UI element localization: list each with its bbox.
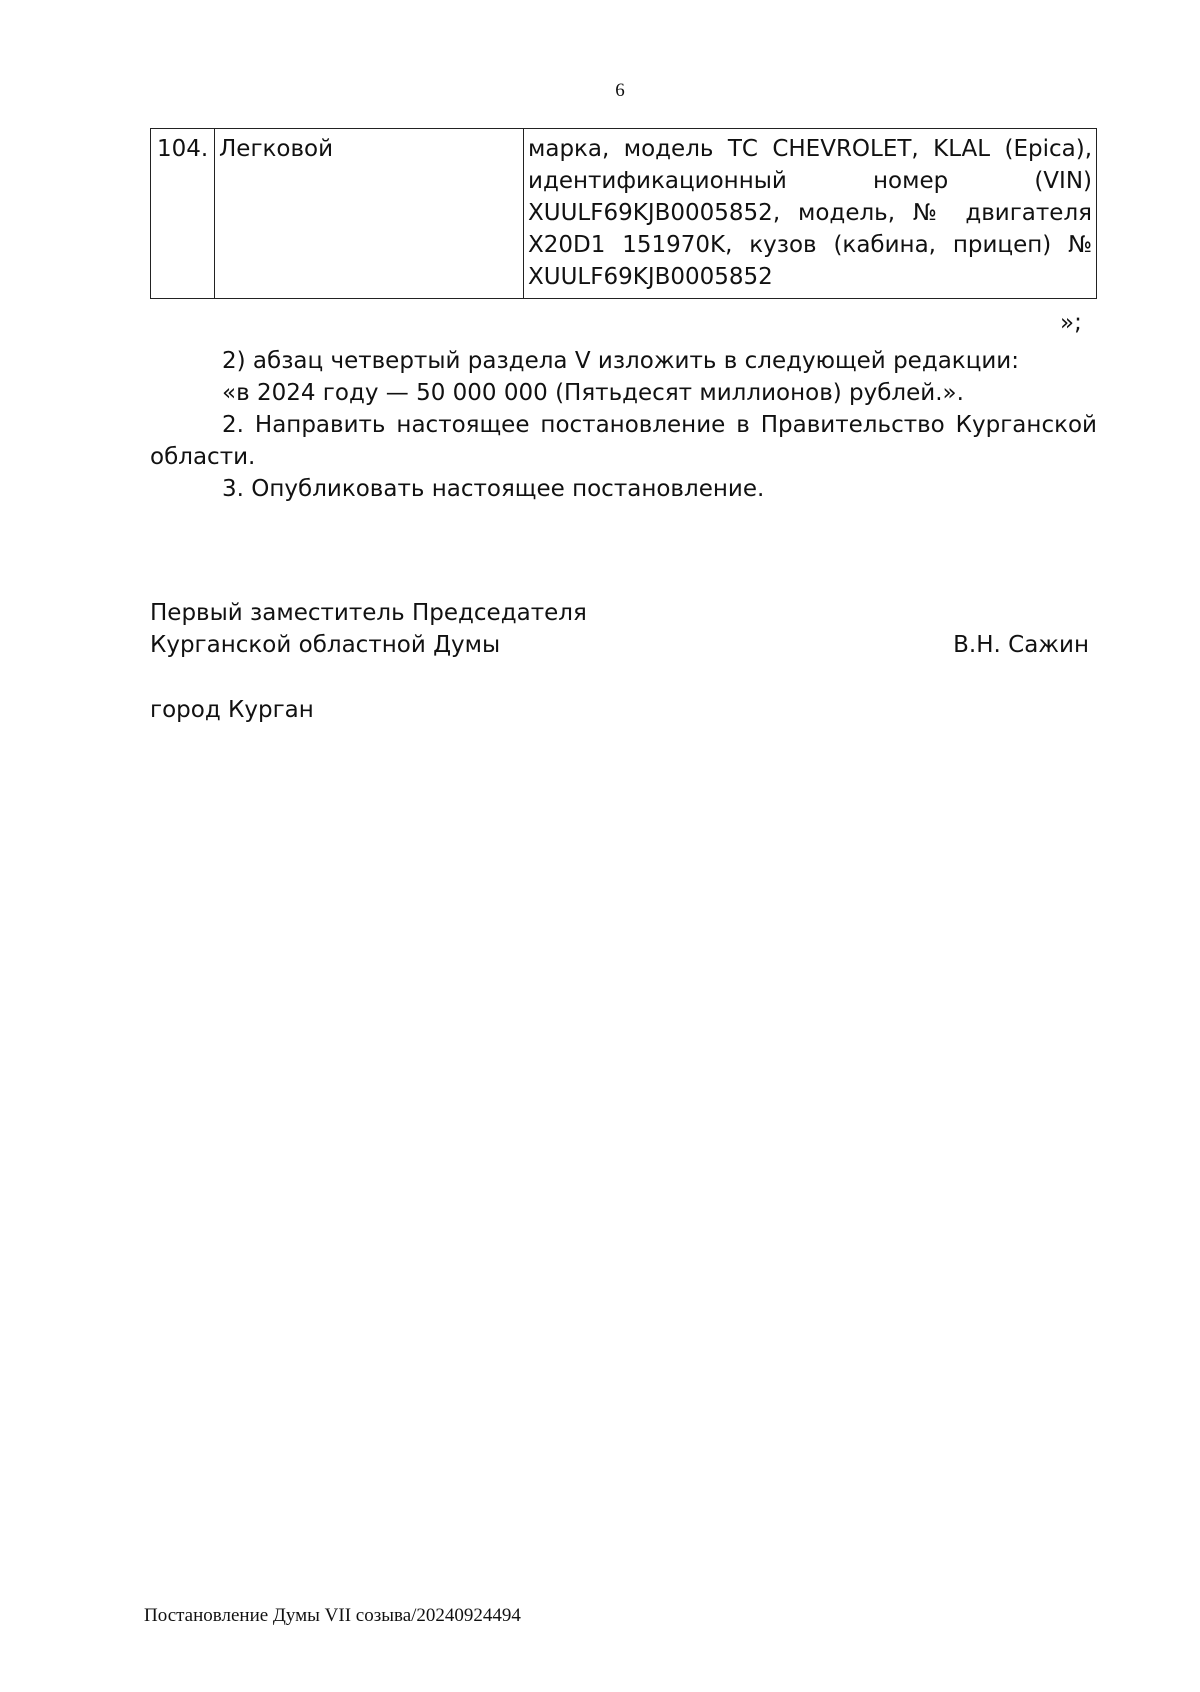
- paragraph-item-2: 2. Направить настоящее постановление в Правительство Курганской области.: [150, 412, 1097, 470]
- vehicle-type: Легковой: [215, 129, 524, 299]
- page-number: 6: [615, 80, 625, 101]
- row-number: 104.: [151, 129, 215, 299]
- paragraph-quote: «в 2024 году — 50 000 000 (Пятьдесят миллионов) рублей.».: [222, 380, 964, 406]
- document-footer: Постановление Думы VII созыва/20240924494: [144, 1605, 521, 1626]
- table-row: [151, 129, 1097, 299]
- vehicle-description: марка, модель ТС CHEVROLET, KLAL (Epica), идентификационный номер (VIN) XUULF69KJB0005852, модель, № двигателя X20D1 151970K, кузов (кабина, прицеп) № XUULF69KJB0005852: [524, 129, 1097, 299]
- signature-position-line2: Курганской областной Думы: [150, 632, 501, 658]
- paragraph-amendment: 2) абзац четвертый раздела V изложить в следующей редакции:: [222, 348, 1020, 374]
- signature-block: [150, 597, 1097, 661]
- signature-position-line1: Первый заместитель Председателя: [150, 600, 587, 626]
- paragraph-item-3: 3. Опубликовать настоящее постановление.: [222, 476, 765, 502]
- amendment-text: [150, 345, 1097, 505]
- vehicle-table: [150, 128, 1097, 299]
- closing-quote: »;: [1060, 310, 1082, 336]
- city: город Курган: [150, 697, 314, 723]
- signature-name: В.Н. Сажин: [953, 632, 1089, 658]
